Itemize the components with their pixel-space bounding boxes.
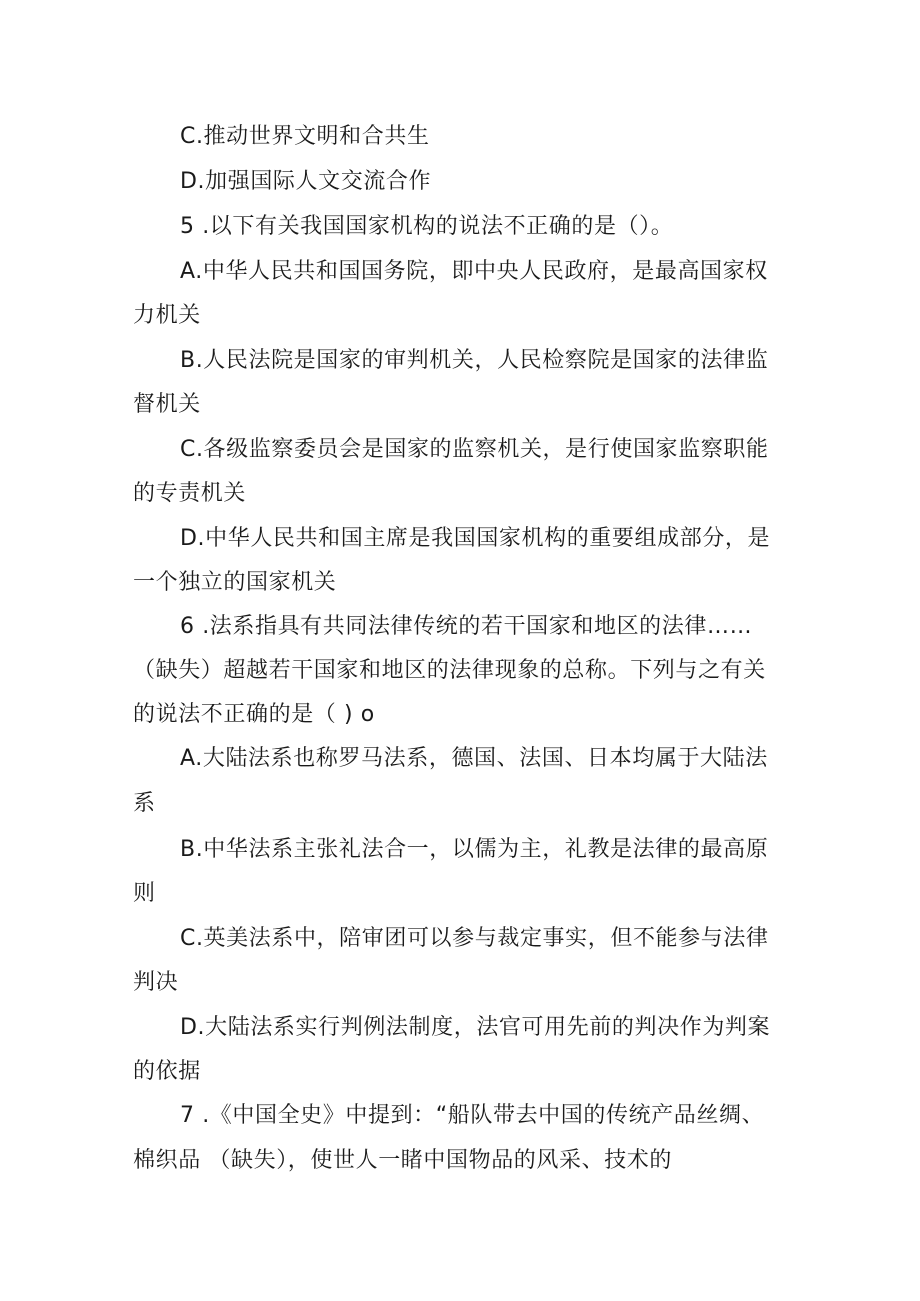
question-5-stem: 5 .以下有关我国国家机构的说法不正确的是（）。	[180, 214, 674, 239]
option-5d-line: D.加强国际人文交流合作	[180, 169, 432, 194]
question-6-stem-line-3: 的说法不正确的是（ ) o	[133, 702, 375, 727]
option-c-line-2: 的专责机关	[133, 481, 247, 506]
option-c-line-1: C.各级监察委员会是国家的监察机关，是行使国家监察职能	[180, 437, 769, 462]
option-d-line-1: D.中华人民共和国主席是我国国家机构的重要组成部分，是	[180, 526, 771, 551]
option-6c-line-2: 判决	[133, 970, 179, 995]
option-6d-line-2: 的依据	[133, 1059, 201, 1084]
option-b-line-1: B.人民法院是国家的审判机关，人民检察院是国家的法律监	[180, 348, 769, 373]
option-6d-line-1: D.大陆法系实行判例法制度，法官可用先前的判决作为判案	[180, 1015, 771, 1040]
question-7-stem-line-1: 7 .《中国全史》中提到：“船队带去中国的传统产品丝绸、	[180, 1103, 765, 1128]
option-5c-line: C.推动世界文明和合共生	[180, 124, 430, 149]
option-6b-line-1: B.中华法系主张礼法合一，以儒为主，礼教是法律的最高原	[180, 837, 769, 862]
option-a-line-1: A.中华人民共和国国务院，即中央人民政府，是最高国家权	[180, 259, 768, 284]
question-7-stem-line-2: 棉织品 （缺失），使世人一睹中国物品的风采、技术的	[133, 1148, 672, 1173]
question-6-stem-line-1: 6 .法系指具有共同法律传统的若干国家和地区的法律……	[180, 614, 753, 639]
option-6a-line-1: A.大陆法系也称罗马法系，德国、法国、日本均属于大陆法	[180, 746, 768, 771]
question-6-stem-line-2: （缺失）超越若干国家和地区的法律现象的总称。下列与之有关	[133, 658, 766, 683]
option-6a-line-2: 系	[133, 791, 156, 816]
option-b-line-2: 督机关	[133, 392, 201, 417]
option-d-line-2: 一个独立的国家机关	[133, 570, 337, 595]
option-6c-line-1: C.英美法系中，陪审团可以参与裁定事实，但不能参与法律	[180, 926, 769, 951]
option-6b-line-2: 则	[133, 881, 156, 906]
option-a-line-2: 力机关	[133, 303, 201, 328]
